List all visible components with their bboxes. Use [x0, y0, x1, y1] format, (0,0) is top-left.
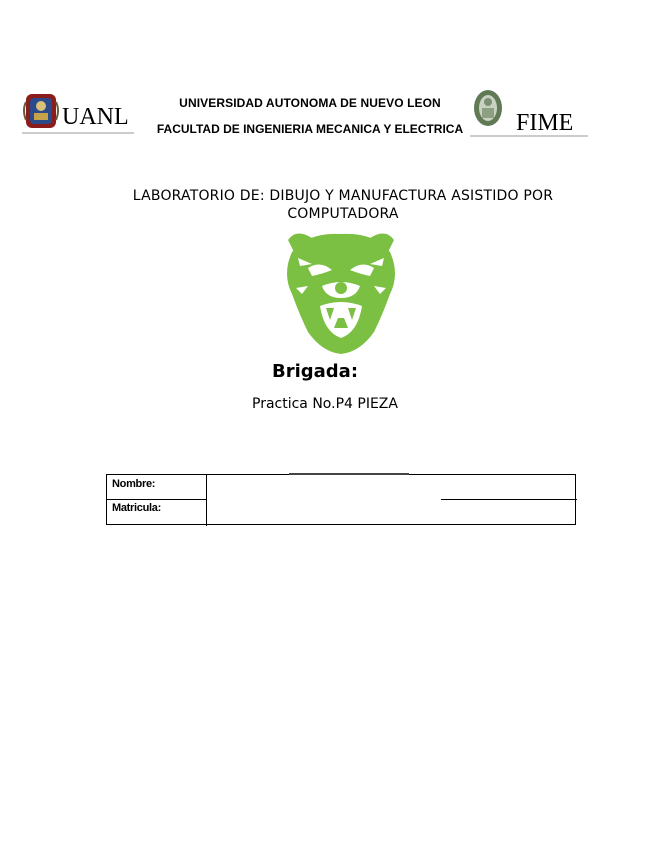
lab-title: LABORATORIO DE: DIBUJO Y MANUFACTURA ASISTIDO POR COMPUTADORA [132, 188, 554, 222]
bear-head-icon [278, 228, 404, 354]
fime-logo [470, 86, 590, 144]
table-row-divider [107, 499, 207, 500]
fime-logo-text: FIME [516, 110, 574, 136]
nombre-label: Nombre: [112, 478, 156, 490]
table-row-divider-right [441, 499, 577, 500]
uanl-logo-text: UANL [62, 104, 129, 130]
matricula-label: Matricula: [112, 502, 161, 514]
uanl-logo [22, 88, 140, 140]
student-info-table [106, 474, 576, 525]
table-column-divider [206, 475, 207, 526]
fime-medallion-icon [474, 90, 502, 126]
faculty-name: FACULTAD DE INGENIERIA MECANICA Y ELECTRICA [156, 122, 464, 136]
uanl-shield-icon [24, 94, 58, 128]
practica-label: Practica No.P4 PIEZA [252, 396, 398, 412]
table-top-mark [289, 473, 409, 475]
brigada-label: Brigada: [272, 361, 359, 382]
header-text [150, 95, 470, 137]
university-name: UNIVERSIDAD AUTONOMA DE NUEVO LEON [179, 96, 441, 110]
